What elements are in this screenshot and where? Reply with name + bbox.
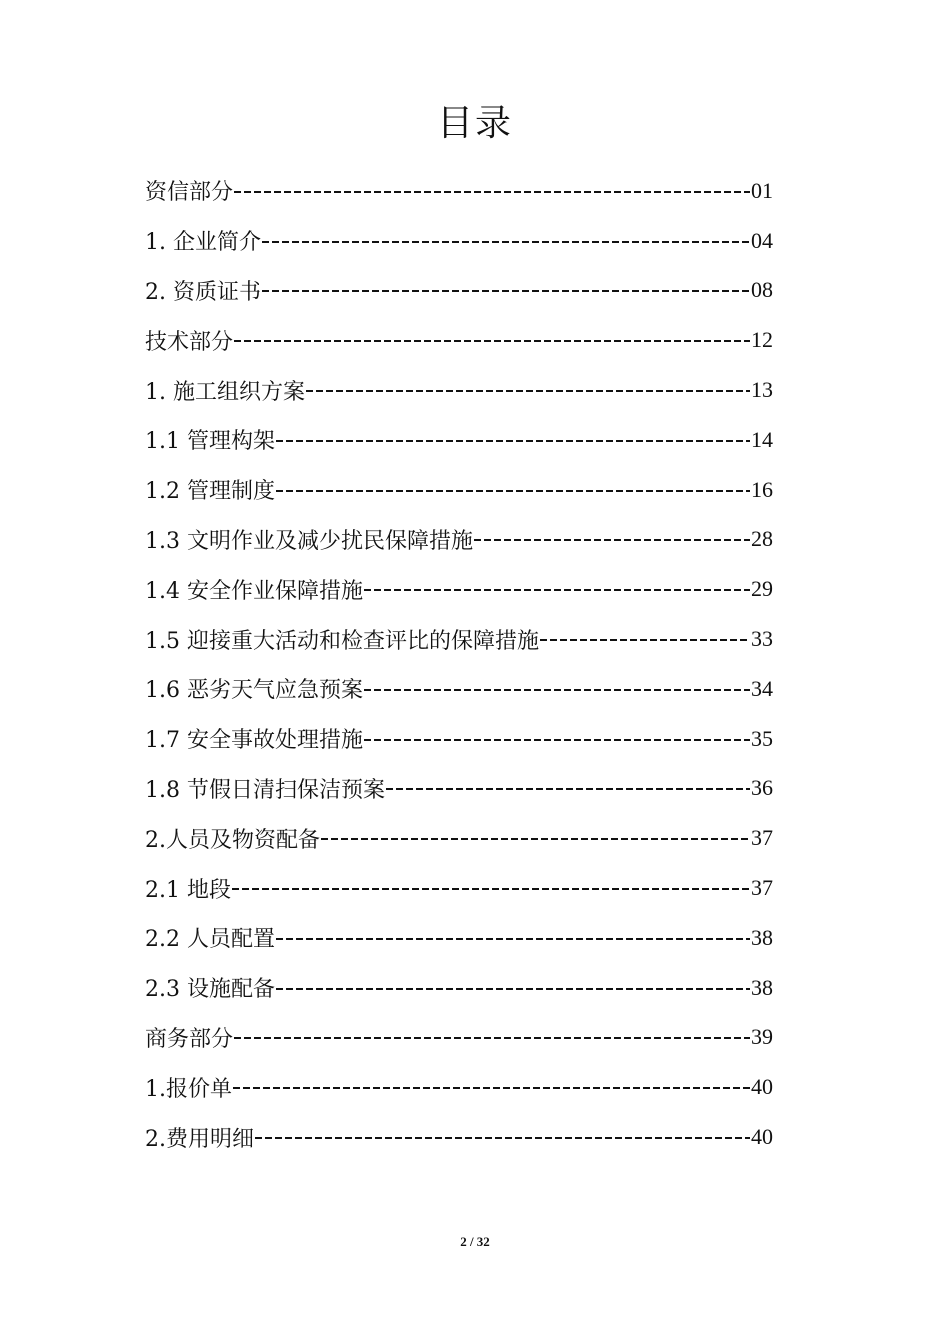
toc-leader-dashes (233, 1087, 750, 1089)
toc-entry-page: 12 (751, 327, 773, 353)
toc-entry[interactable] (145, 515, 773, 565)
toc-entry-page: 34 (751, 675, 773, 701)
toc-leader-dashes (364, 689, 750, 691)
toc-entry[interactable] (145, 714, 773, 764)
toc-entry-label: 1.报价单 (145, 1076, 232, 1102)
toc-entry-page: 16 (751, 476, 773, 502)
toc-entry[interactable] (145, 863, 773, 913)
toc-entry-page: 37 (751, 875, 773, 901)
toc-entry[interactable] (145, 963, 773, 1013)
toc-leader-dashes (276, 988, 750, 990)
toc-entry[interactable] (145, 465, 773, 515)
toc-entry-label: 2.人员及物资配备 (145, 827, 320, 853)
toc-leader-dashes (306, 390, 750, 392)
toc-entry[interactable] (145, 1062, 773, 1112)
toc-entry-label: 2.费用明细 (145, 1126, 254, 1152)
toc-entry[interactable] (145, 664, 773, 714)
toc-entry-page: 13 (751, 377, 773, 403)
toc-entry[interactable] (145, 266, 773, 316)
toc-entry[interactable] (145, 415, 773, 465)
toc-leader-dashes (276, 938, 750, 940)
toc-entry-label: 商务部分 (145, 1026, 234, 1052)
toc-entry[interactable] (145, 564, 773, 614)
toc-entry[interactable] (145, 315, 773, 365)
toc-entry-label: 1.7 安全事故处理措施 (145, 728, 363, 754)
toc-entry[interactable] (145, 813, 773, 863)
toc-leader-dashes (262, 290, 750, 292)
toc-entry[interactable] (145, 913, 773, 963)
toc-entry-page: 04 (751, 227, 773, 253)
toc-entry-page: 35 (751, 725, 773, 751)
toc-leader-dashes (255, 1137, 750, 1139)
toc-leader-dashes (276, 490, 750, 492)
toc-entry-label: 1. 企业简介 (145, 230, 261, 256)
toc-entry-label: 1.2 管理制度 (145, 479, 275, 505)
toc-leader-dashes (234, 1037, 750, 1039)
toc-entry[interactable] (145, 365, 773, 415)
toc-entry-page: 39 (751, 1024, 773, 1050)
toc-entry-page: 38 (751, 974, 773, 1000)
toc-entry-page: 40 (751, 1124, 773, 1150)
toc-entry-label: 1.1 管理构架 (145, 429, 275, 455)
toc-entry-page: 38 (751, 924, 773, 950)
toc-entry-page: 36 (751, 775, 773, 801)
toc-leader-dashes (234, 191, 750, 193)
table-of-contents (145, 166, 773, 1162)
toc-entry-label: 1.8 节假日清扫保洁预案 (145, 777, 385, 803)
page-number: 2 / 32 (460, 1234, 490, 1249)
toc-entry-page: 14 (751, 426, 773, 452)
toc-leader-dashes (364, 589, 750, 591)
toc-entry-label: 资信部分 (145, 180, 234, 206)
toc-leader-dashes (321, 838, 750, 840)
toc-entry-label: 1.5 迎接重大活动和检查评比的保障措施 (145, 628, 539, 654)
toc-leader-dashes (474, 539, 750, 541)
toc-leader-dashes (364, 739, 750, 741)
toc-leader-dashes (276, 440, 750, 442)
page-title: 目录 (436, 103, 513, 144)
toc-leader-dashes (232, 888, 750, 890)
toc-entry-label: 2.3 设施配备 (145, 977, 275, 1003)
toc-entry[interactable] (145, 1112, 773, 1162)
toc-entry-page: 01 (751, 177, 773, 203)
toc-entry-page: 33 (751, 626, 773, 652)
toc-entry-label: 1. 施工组织方案 (145, 379, 305, 405)
toc-entry-page: 37 (751, 825, 773, 851)
toc-entry[interactable] (145, 216, 773, 266)
toc-entry-page: 08 (751, 277, 773, 303)
toc-entry[interactable] (145, 1013, 773, 1063)
toc-entry[interactable] (145, 764, 773, 814)
toc-entry-label: 1.6 恶劣天气应急预案 (145, 678, 363, 704)
toc-entry-label: 1.4 安全作业保障措施 (145, 578, 363, 604)
toc-entry-page: 29 (751, 576, 773, 602)
toc-entry-label: 2.2 人员配置 (145, 927, 275, 953)
toc-entry-page: 28 (751, 526, 773, 552)
toc-entry[interactable] (145, 614, 773, 664)
toc-entry-page: 40 (751, 1074, 773, 1100)
toc-entry[interactable] (145, 166, 773, 216)
toc-leader-dashes (540, 639, 750, 641)
toc-entry-label: 技术部分 (145, 329, 234, 355)
toc-entry-label: 2.1 地段 (145, 877, 231, 903)
toc-entry-label: 2. 资质证书 (145, 279, 261, 305)
toc-leader-dashes (234, 340, 750, 342)
toc-leader-dashes (262, 241, 750, 243)
toc-leader-dashes (386, 788, 750, 790)
toc-entry-label: 1.3 文明作业及减少扰民保障措施 (145, 528, 473, 554)
